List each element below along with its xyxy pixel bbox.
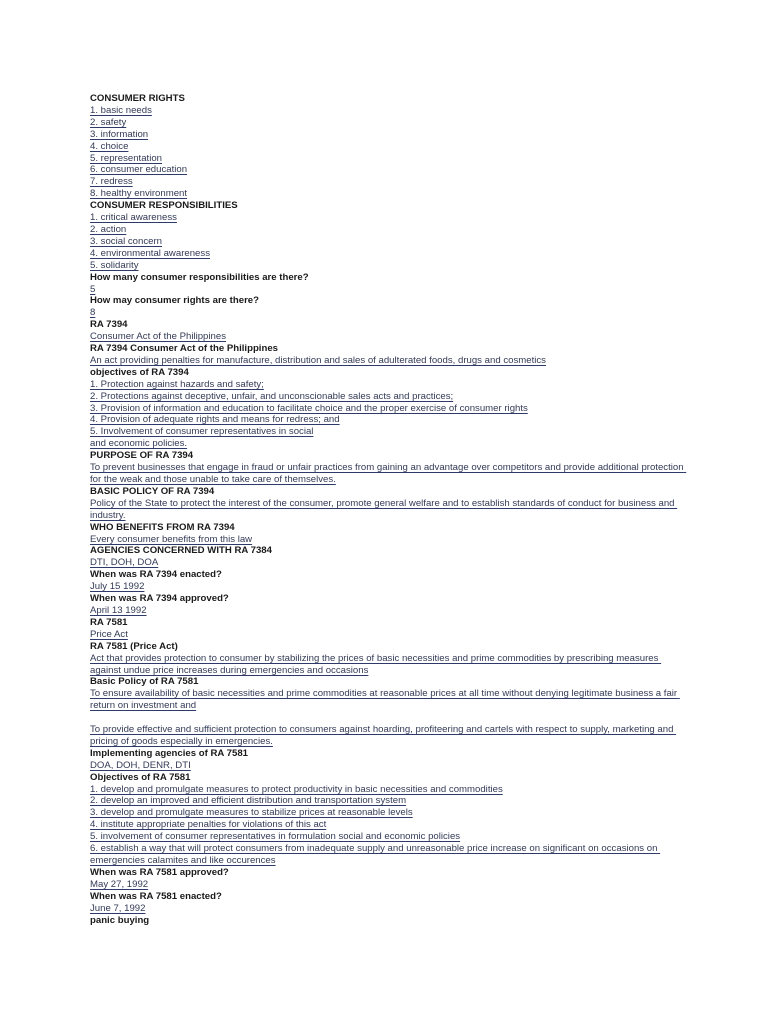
- term-row: [90, 569, 690, 581]
- definition-row: [90, 284, 690, 296]
- term-heading: CONSUMER RESPONSIBILITIES: [90, 200, 238, 212]
- definition-row: [90, 438, 690, 450]
- definition-row: [90, 391, 690, 403]
- definition-text[interactable]: 1. Protection against hazards and safety;: [90, 378, 264, 390]
- definition-row: [90, 831, 690, 843]
- definition-row: [90, 248, 690, 260]
- definition-text[interactable]: 1. basic needs: [90, 104, 152, 116]
- definition-row: [90, 724, 690, 748]
- definition-text[interactable]: Policy of the State to protect the interest of the consumer, promote general welfare and to establish standards of conduct for business and industry.: [90, 497, 678, 521]
- definition-row: [90, 534, 690, 546]
- term-heading: panic buying: [90, 914, 150, 926]
- term-heading: objectives of RA 7394: [90, 366, 189, 378]
- definition-row: [90, 903, 690, 915]
- definition-text[interactable]: 7. redress: [90, 176, 133, 188]
- term-row: [90, 593, 690, 605]
- definition-text[interactable]: 3. information: [90, 128, 149, 140]
- definition-row: [90, 260, 690, 272]
- term-row: [90, 545, 690, 557]
- definition-row: [90, 426, 690, 438]
- definition-text[interactable]: 1. critical awareness: [90, 212, 177, 224]
- definition-text[interactable]: To prevent businesses that engage in fraud or unfair practices from gaining an advantage over competitors and provide additional protection for the weak and those unable to take care of themselves.: [90, 462, 687, 485]
- definition-text[interactable]: 3. social concern: [90, 235, 162, 247]
- definition-row: [90, 581, 690, 593]
- definition-row: [90, 307, 690, 319]
- definition-text[interactable]: 3. develop and promulgate measures to stabilize prices at reasonable levels: [90, 807, 413, 819]
- definition-row: [90, 141, 690, 153]
- definition-row: [90, 795, 690, 807]
- definition-text[interactable]: Act that provides protection to consumer by stabilizing the prices of basic necessities and prime commodities by prescribing measures against undue price increases during emergencies and occasions: [90, 652, 662, 676]
- definition-text[interactable]: Price Act: [90, 628, 128, 640]
- term-row: [90, 641, 690, 653]
- term-heading: RA 7581 (Price Act): [90, 640, 178, 652]
- term-row: [90, 319, 690, 331]
- definition-text[interactable]: 4. choice: [90, 140, 129, 152]
- term-heading: When was RA 7581 enacted?: [90, 890, 222, 902]
- term-row: [90, 867, 690, 879]
- definition-row: [90, 629, 690, 641]
- definition-row: [90, 462, 690, 486]
- term-row: [90, 486, 690, 498]
- definition-text[interactable]: June 7, 1992: [90, 902, 146, 914]
- term-row: [90, 915, 690, 927]
- definition-text[interactable]: 5. involvement of consumer representatives in formulation social and economic policies: [90, 831, 461, 843]
- definition-text[interactable]: 2. action: [90, 223, 127, 235]
- definition-row: [90, 843, 690, 867]
- definition-row: [90, 403, 690, 415]
- definition-text[interactable]: Consumer Act of the Philippines: [90, 331, 226, 343]
- term-heading: How many consumer responsibilities are there?: [90, 271, 309, 283]
- definition-text[interactable]: 2. Protections against deceptive, unfair, and unconscionable sales acts and practices;: [90, 390, 454, 402]
- definition-row: [90, 807, 690, 819]
- definition-text[interactable]: 5. representation: [90, 152, 162, 164]
- definition-row: [90, 605, 690, 617]
- definition-row: [90, 153, 690, 165]
- term-row: [90, 748, 690, 760]
- definition-text[interactable]: 3. Provision of information and education to facilitate choice and the proper exercise of consumer rights: [90, 402, 528, 414]
- term-heading: When was RA 7394 approved?: [90, 593, 229, 605]
- definition-text[interactable]: To provide effective and sufficient protection to consumers against hoarding, profiteering and cartels with respect to supply, marketing and pricing of goods especially in emergencies.: [90, 724, 677, 747]
- term-heading: RA 7394: [90, 319, 128, 331]
- term-heading: How may consumer rights are there?: [90, 295, 260, 307]
- term-row: [90, 295, 690, 307]
- definition-text[interactable]: 5. Involvement of consumer representatives in social: [90, 426, 314, 438]
- definition-text[interactable]: An act providing penalties for manufacture, distribution and sales of adulterated foods, drugs and cosmetics: [90, 354, 546, 366]
- definition-text[interactable]: 8: [90, 307, 96, 319]
- definition-row: [90, 653, 690, 677]
- definition-text[interactable]: 2. develop an improved and efficient distribution and transportation system: [90, 795, 407, 807]
- term-row: [90, 450, 690, 462]
- definition-text[interactable]: July 15 1992: [90, 581, 145, 593]
- definition-text[interactable]: DTI, DOH, DOA: [90, 557, 159, 569]
- definition-text[interactable]: 2. safety: [90, 116, 127, 128]
- definition-row: [90, 784, 690, 796]
- definition-row: [90, 557, 690, 569]
- definition-row: [90, 760, 690, 772]
- definition-text[interactable]: 4. institute appropriate penalties for violations of this act: [90, 819, 327, 831]
- term-heading: AGENCIES CONCERNED WITH RA 7384: [90, 545, 272, 557]
- definition-text[interactable]: 6. consumer education: [90, 164, 188, 176]
- term-heading: WHO BENEFITS FROM RA 7394: [90, 521, 235, 533]
- definition-row: [90, 879, 690, 891]
- definition-row: [90, 498, 690, 522]
- term-row: [90, 772, 690, 784]
- definition-row: [90, 236, 690, 248]
- term-row: [90, 272, 690, 284]
- definition-row: [90, 176, 690, 188]
- definition-text[interactable]: May 27, 1992: [90, 878, 149, 890]
- definition-row: [90, 224, 690, 236]
- definition-text[interactable]: Every consumer benefits from this law: [90, 533, 253, 545]
- term-row: [90, 522, 690, 534]
- flashcard-document: [90, 93, 690, 926]
- definition-row: [90, 212, 690, 224]
- definition-text[interactable]: 1. develop and promulgate measures to protect productivity in basic necessities and commodities: [90, 783, 503, 795]
- definition-text[interactable]: 5. solidarity: [90, 259, 139, 271]
- term-heading: CONSUMER RIGHTS: [90, 93, 185, 104]
- term-row: [90, 343, 690, 355]
- definition-row: [90, 688, 690, 712]
- term-row: [90, 891, 690, 903]
- definition-row: [90, 331, 690, 343]
- definition-row: [90, 164, 690, 176]
- definition-text[interactable]: 4. environmental awareness: [90, 247, 210, 259]
- definition-row: [90, 819, 690, 831]
- definition-text[interactable]: April 13 1992: [90, 604, 147, 616]
- definition-text[interactable]: 8. healthy environment: [90, 188, 188, 200]
- term-heading: PURPOSE OF RA 7394: [90, 450, 194, 462]
- term-heading: Basic Policy of RA 7581: [90, 676, 199, 688]
- definition-text[interactable]: To ensure availability of basic necessities and prime commodities at reasonable prices at all time without denying legitimate business a fair return on investment and: [90, 688, 680, 712]
- blank-line: [90, 712, 690, 724]
- term-heading: When was RA 7581 approved?: [90, 866, 229, 878]
- definition-text[interactable]: DOA, DOH, DENR, DTI: [90, 759, 191, 771]
- definition-row: [90, 414, 690, 426]
- definition-text[interactable]: 5: [90, 283, 96, 295]
- definition-row: [90, 379, 690, 391]
- term-row: [90, 200, 690, 212]
- term-heading: RA 7581: [90, 616, 128, 628]
- definition-row: [90, 117, 690, 129]
- definition-text[interactable]: and economic policies.: [90, 438, 188, 450]
- term-row: [90, 93, 690, 105]
- term-row: [90, 617, 690, 629]
- definition-row: [90, 188, 690, 200]
- definition-row: [90, 105, 690, 117]
- definition-text[interactable]: 6. establish a way that will protect consumers from inadequate supply and unreasonable price increase on significant on occasions on emergencies calamites and like occurences: [90, 843, 661, 866]
- term-heading: RA 7394 Consumer Act of the Philippines: [90, 343, 279, 355]
- definition-row: [90, 355, 690, 367]
- term-heading: BASIC POLICY OF RA 7394: [90, 485, 215, 497]
- term-heading: Implementing agencies of RA 7581: [90, 747, 248, 759]
- term-row: [90, 367, 690, 379]
- term-row: [90, 676, 690, 688]
- definition-row: [90, 129, 690, 141]
- term-heading: Objectives of RA 7581: [90, 771, 191, 783]
- term-heading: When was RA 7394 enacted?: [90, 569, 222, 581]
- definition-text[interactable]: 4. Provision of adequate rights and means for redress; and: [90, 414, 340, 426]
